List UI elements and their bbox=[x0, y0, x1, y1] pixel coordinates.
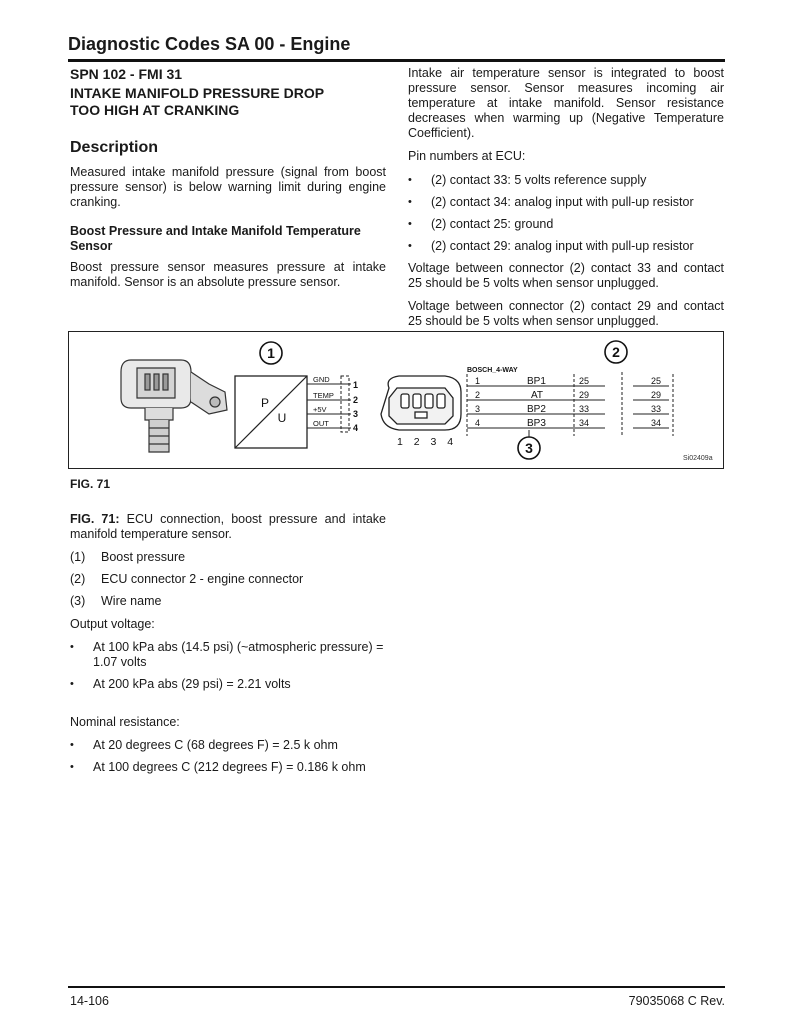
ecu-contact: 33 bbox=[651, 404, 662, 414]
wire-name: BP3 bbox=[527, 418, 546, 429]
left-column bbox=[70, 66, 386, 298]
connector-face-drawing bbox=[381, 376, 461, 430]
wire-name: BP2 bbox=[527, 404, 546, 415]
sensor-pin-labels bbox=[313, 375, 334, 428]
wire-names bbox=[527, 376, 546, 429]
wiring-diagram bbox=[69, 332, 722, 467]
ecu-contact: 25 bbox=[651, 376, 662, 386]
figure-caption bbox=[70, 512, 386, 542]
output-voltage-heading: Output voltage: bbox=[70, 617, 155, 631]
resistance-item: • At 20 degrees C (68 degrees F) = 2.5 k ohm bbox=[70, 738, 386, 753]
output-voltage-list bbox=[70, 640, 386, 692]
intake-sensor-text: Intake air temperature sensor is integrated to boost pressure sensor. Sensor measures incoming air temperature at intake manifold. Sensor resistance decreases when warming up (Negative Temperature Coefficient). bbox=[408, 66, 724, 140]
bosch-pin-number: 2 bbox=[475, 390, 481, 400]
pin-heading: Pin numbers at ECU: bbox=[408, 149, 526, 163]
legend-text: Wire name bbox=[101, 594, 162, 608]
ecu-contact: 34 bbox=[651, 418, 662, 428]
figure-caption-block bbox=[70, 512, 386, 782]
pin-list bbox=[408, 173, 724, 254]
sensor-pin-out: OUT bbox=[313, 419, 329, 428]
document-number: 79035068 C Rev. bbox=[628, 994, 725, 1008]
boost-sensor-text: Boost pressure sensor measures pressure at intake manifold. Sensor is an absolute pressure sensor. bbox=[70, 260, 386, 289]
ecu-contact: 25 bbox=[579, 376, 590, 386]
legend-number: (3) bbox=[70, 594, 86, 608]
callout-3 bbox=[518, 430, 540, 459]
fault-title-line2: TOO HIGH AT CRANKING bbox=[70, 102, 240, 118]
ecu-contact: 33 bbox=[579, 404, 590, 414]
figure-reference: Si02409a bbox=[683, 455, 713, 462]
callout-2 bbox=[605, 341, 627, 363]
legend-number: (1) bbox=[70, 550, 86, 564]
sensor-pin-number: 3 bbox=[353, 409, 359, 419]
pin-item: • (2) contact 34: analog input with pull-up resistor bbox=[408, 195, 724, 210]
bosch-connector-label: BOSCH_4-WAY bbox=[467, 367, 518, 374]
pin-item: • (2) contact 29: analog input with pull-up resistor bbox=[408, 239, 724, 254]
resistance-item: • At 100 degrees C (212 degrees F) = 0.186 k ohm bbox=[70, 760, 386, 775]
pressure-transducer-symbol bbox=[235, 376, 351, 448]
callout-1-number: 1 bbox=[267, 345, 275, 361]
page-header bbox=[68, 34, 725, 62]
pin-item: • (2) contact 33: 5 volts reference supply bbox=[408, 173, 724, 188]
ecu-contact: 29 bbox=[579, 390, 590, 400]
ecu-contacts-engine-side bbox=[579, 376, 589, 428]
bosch-pin-numbers bbox=[475, 376, 480, 428]
wiring-figure bbox=[68, 331, 724, 469]
ecu-contact: 29 bbox=[651, 390, 662, 400]
legend-text: Boost pressure bbox=[101, 550, 186, 564]
sensor-pin-5v: +5V bbox=[313, 405, 327, 414]
sensor-pin-number: 2 bbox=[353, 395, 359, 405]
callout-2-number: 2 bbox=[612, 344, 620, 360]
legend-item bbox=[70, 572, 386, 587]
page-title: Diagnostic Codes SA 00 - Engine bbox=[68, 34, 351, 54]
page-number: 14-106 bbox=[70, 994, 109, 1008]
output-voltage-item: • At 200 kPa abs (29 psi) = 2.21 volts bbox=[70, 677, 386, 692]
transducer-p-label: P bbox=[260, 396, 270, 410]
wire-name: BP1 bbox=[527, 376, 546, 387]
fault-title bbox=[70, 85, 386, 119]
callout-1 bbox=[260, 342, 282, 364]
figure-legend bbox=[70, 550, 386, 609]
right-column bbox=[408, 66, 724, 337]
description-text: Measured intake manifold pressure (signal from boost pressure sensor) is below warning limit during engine cranking. bbox=[70, 165, 386, 209]
ecu-contact: 34 bbox=[579, 418, 590, 428]
figure-caption-text: ECU connection, boost pressure and intake manifold temperature sensor. bbox=[70, 512, 386, 541]
pin-item: • (2) contact 25: ground bbox=[408, 217, 724, 232]
sensor-pin-gnd: GND bbox=[313, 375, 330, 384]
connector-pin-numbers: 1 2 3 4 bbox=[397, 436, 458, 448]
output-voltage-item: • At 100 kPa abs (14.5 psi) (~atmospheric pressure) = 1.07 volts bbox=[70, 640, 386, 670]
wire-name: AT bbox=[531, 390, 544, 401]
sensor-pin-numbers bbox=[341, 376, 358, 433]
sensor-subheading: Boost Pressure and Intake Manifold Temperature Sensor bbox=[70, 224, 361, 253]
legend-item bbox=[70, 594, 386, 609]
figure-label: FIG. 71 bbox=[70, 477, 111, 491]
boost-pressure-sensor-drawing bbox=[121, 360, 227, 452]
sensor-pin-number: 1 bbox=[353, 380, 359, 390]
sensor-pin-temp: TEMP bbox=[313, 391, 334, 400]
sensor-pin-number: 4 bbox=[353, 423, 359, 433]
ecu-contacts-ecu-side bbox=[651, 376, 661, 428]
spn-code: SPN 102 - FMI 31 bbox=[70, 66, 183, 82]
resistance-heading: Nominal resistance: bbox=[70, 715, 180, 729]
figure-caption-ref: FIG. 71: bbox=[70, 512, 120, 526]
legend-text: ECU connector 2 - engine connector bbox=[101, 572, 304, 586]
legend-item bbox=[70, 550, 386, 565]
resistance-list bbox=[70, 738, 386, 775]
voltage-note-1: Voltage between connector (2) contact 33 and contact 25 should be 5 volts when sensor unplugged. bbox=[408, 261, 724, 290]
legend-number: (2) bbox=[70, 572, 86, 586]
bosch-pin-number: 1 bbox=[475, 376, 481, 386]
description-heading: Description bbox=[70, 139, 159, 156]
page-footer bbox=[68, 986, 725, 1008]
bosch-connector-wiring bbox=[467, 372, 673, 436]
bosch-pin-number: 3 bbox=[475, 404, 481, 414]
callout-3-number: 3 bbox=[525, 440, 533, 456]
bosch-pin-number: 4 bbox=[475, 418, 481, 428]
voltage-note-2: Voltage between connector (2) contact 29 and contact 25 should be 5 volts when sensor unplugged. bbox=[408, 299, 724, 328]
transducer-u-label: U bbox=[277, 411, 287, 425]
fault-title-line1: INTAKE MANIFOLD PRESSURE DROP bbox=[70, 85, 325, 101]
